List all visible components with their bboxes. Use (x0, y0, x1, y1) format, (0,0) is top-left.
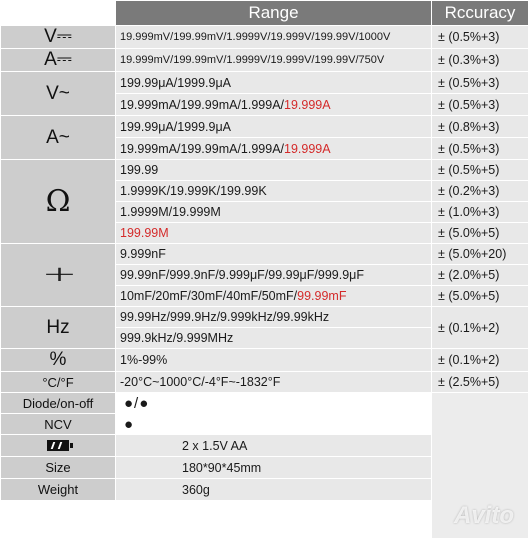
battery-label (1, 435, 116, 457)
capacitance-icon: ⊣⊢ (1, 244, 116, 307)
resistance-accuracy-2: ± (0.2%+3) (432, 181, 528, 202)
temperature-accuracy: ± (2.5%+5) (432, 372, 528, 393)
resistance-range-1: 199.99 (116, 160, 432, 181)
ac-current-label: A~ (1, 116, 116, 160)
ac-voltage-range-2: 19.999mA/199.99mA/1.999A/19.999A (116, 94, 432, 116)
ac-voltage-accuracy-1: ± (0.5%+3) (432, 72, 528, 94)
resistance-accuracy-1: ± (0.5%+5) (432, 160, 528, 181)
weight-value: 360g (116, 479, 432, 501)
highlight-value: 99.99mF (297, 289, 347, 303)
dc-voltage-range: 19.999mV/199.99mV/1.9999V/19.999V/199.99V/1000V (116, 26, 432, 49)
temperature-range: -20°C~1000°C/-4°F~-1832°F (116, 372, 432, 393)
capacitance-accuracy-2: ± (2.0%+5) (432, 265, 528, 286)
battery-value: 2 x 1.5V AA (116, 435, 432, 457)
ncv-label: NCV (1, 414, 116, 435)
ac-voltage-range-1: 199.99μA/1999.9μA (116, 72, 432, 94)
diode-support: ●/● (116, 393, 432, 414)
capacitance-accuracy-3: ± (5.0%+5) (432, 286, 528, 307)
duty-cycle-label: % (1, 349, 116, 372)
resistance-range-3: 1.9999M/19.999M (116, 202, 432, 223)
dc-current-accuracy: ± (0.3%+3) (432, 49, 528, 72)
dc-current-range: 19.999mV/199.99mV/1.9999V/19.999V/199.99V/750V (116, 49, 432, 72)
resistance-label: Ω (1, 160, 116, 244)
ac-current-range-2: 19.999mA/199.99mA/1.999A/19.999A (116, 138, 432, 160)
resistance-range-4: 199.99M (116, 223, 432, 244)
footer-space (1, 501, 432, 539)
capacitance-accuracy-1: ± (5.0%+20) (432, 244, 528, 265)
resistance-accuracy-4: ± (5.0%+5) (432, 223, 528, 244)
size-value: 180*90*45mm (116, 457, 432, 479)
capacitance-range-1: 9.999nF (116, 244, 432, 265)
frequency-range-1: 99.99Hz/999.9Hz/9.999kHz/99.99kHz (116, 307, 432, 328)
size-label: Size (1, 457, 116, 479)
accuracy-header: Rccuracy (432, 1, 528, 26)
highlight-value: 19.999A (284, 97, 331, 112)
dc-voltage-label: V⎓ (1, 26, 116, 49)
resistance-accuracy-3: ± (1.0%+3) (432, 202, 528, 223)
frequency-range-2: 999.9kHz/9.999MHz (116, 328, 432, 349)
ac-current-accuracy-1: ± (0.8%+3) (432, 116, 528, 138)
dc-voltage-accuracy: ± (0.5%+3) (432, 26, 528, 49)
highlight-value: 19.999A (284, 141, 331, 156)
range-header: Range (116, 1, 432, 26)
temperature-label: °C/°F (1, 372, 116, 393)
ac-voltage-accuracy-2: ± (0.5%+3) (432, 94, 528, 116)
ac-voltage-label: V~ (1, 72, 116, 116)
duty-cycle-accuracy: ± (0.1%+2) (432, 349, 528, 372)
ac-current-accuracy-2: ± (0.5%+3) (432, 138, 528, 160)
dc-current-label: A⎓ (1, 49, 116, 72)
frequency-accuracy: ± (0.1%+2) (432, 307, 528, 349)
capacitance-range-3: 10mF/20mF/30mF/40mF/50mF/99.99mF (116, 286, 432, 307)
capacitance-range-2: 99.99nF/999.9nF/9.999μF/99.99μF/999.9μF (116, 265, 432, 286)
duty-cycle-range: 1%-99% (116, 349, 432, 372)
frequency-label: Hz (1, 307, 116, 349)
ncv-support: ● (116, 414, 432, 435)
weight-label: Weight (1, 479, 116, 501)
ac-current-range-1: 199.99μA/1999.9μA (116, 116, 432, 138)
watermark: Avito (454, 502, 514, 529)
battery-icon (47, 440, 69, 451)
resistance-range-2: 1.9999K/19.999K/199.99K (116, 181, 432, 202)
diode-label: Diode/on-off (1, 393, 116, 414)
